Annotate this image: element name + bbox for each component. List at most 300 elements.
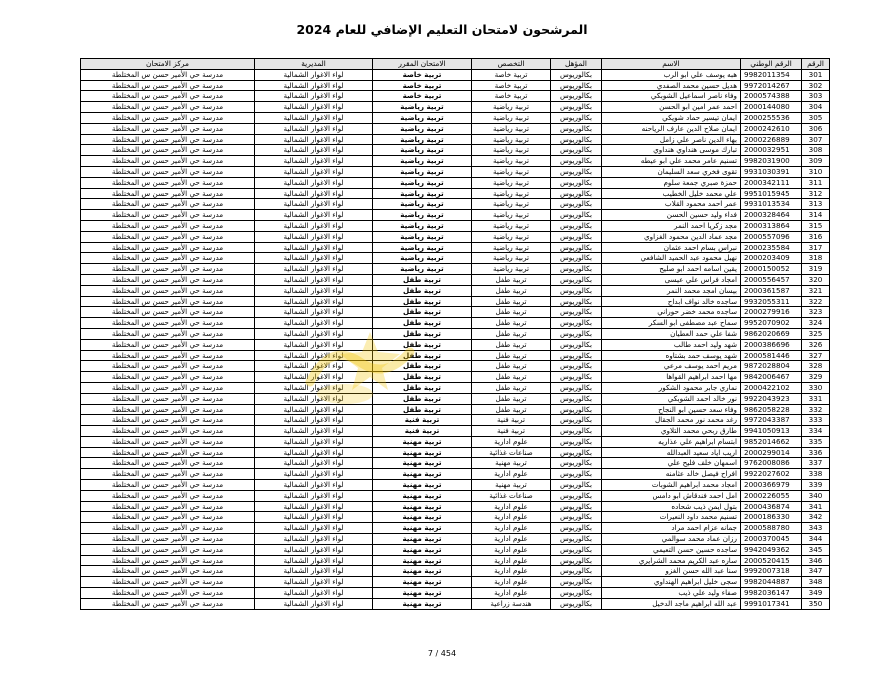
cell-num: 322 [802,296,830,307]
cell-num: 341 [802,501,830,512]
cell-national-id: 9972043387 [741,415,802,426]
cell-exam-center: مدرسة حي الأمير حسن س المختلطة [81,328,255,339]
cell-name: ايمان صلاح الدين عارف الرياحنه [602,123,741,134]
cell-specialization: تربية رياضية [472,242,551,253]
table-row [81,188,830,199]
cell-directorate: لواء الاغوار الشمالية [255,318,373,329]
cell-name: بتول ايمن ذيب شحاده [602,501,741,512]
page-number: 7 / 454 [427,649,457,658]
cell-qualification: بكالوريوس [551,382,602,393]
cell-exam-center: مدرسة حي الأمير حسن س المختلطة [81,296,255,307]
cell-qualification: بكالوريوس [551,393,602,404]
table-row [81,512,830,523]
cell-directorate: لواء الاغوار الشمالية [255,534,373,545]
cell-qualification: بكالوريوس [551,512,602,523]
cell-directorate: لواء الاغوار الشمالية [255,264,373,275]
cell-qualification: بكالوريوس [551,544,602,555]
header-num: الرقم [802,59,830,70]
cell-num: 344 [802,534,830,545]
cell-exam: تربية طفل [373,285,472,296]
cell-qualification: بكالوريوس [551,156,602,167]
cell-exam-center: مدرسة حي الأمير حسن س المختلطة [81,199,255,210]
table-row [81,372,830,383]
cell-exam-center: مدرسة حي الأمير حسن س المختلطة [81,382,255,393]
cell-num: 305 [802,112,830,123]
cell-exam-center: مدرسة حي الأمير حسن س المختلطة [81,534,255,545]
table-row [81,544,830,555]
cell-num: 338 [802,469,830,480]
cell-name: امل احمد فندقاش ابو دامس [602,490,741,501]
cell-directorate: لواء الاغوار الشمالية [255,523,373,534]
cell-national-id: 9931013534 [741,199,802,210]
cell-qualification: بكالوريوس [551,220,602,231]
cell-national-id: 9982011354 [741,69,802,80]
cell-num: 337 [802,458,830,469]
cell-exam: تربية طفل [373,318,472,329]
cell-specialization: تربية طفل [472,350,551,361]
cell-exam: تربية رياضية [373,134,472,145]
cell-exam-center: مدرسة حي الأمير حسن س المختلطة [81,436,255,447]
cell-national-id: 2000436874 [741,501,802,512]
cell-national-id: 2000366979 [741,480,802,491]
cell-exam: تربية طفل [373,350,472,361]
cell-num: 347 [802,566,830,577]
cell-national-id: 2000328464 [741,210,802,221]
cell-specialization: صناعات غذائية [472,490,551,501]
cell-exam-center: مدرسة حي الأمير حسن س المختلطة [81,210,255,221]
cell-name: سنا عبد الله حسن الغزو [602,566,741,577]
cell-exam: تربية مهنية [373,577,472,588]
cell-exam: تربية طفل [373,404,472,415]
cell-national-id: 2000299014 [741,447,802,458]
header-directorate: المديرية [255,59,373,70]
cell-num: 318 [802,253,830,264]
cell-qualification: بكالوريوس [551,318,602,329]
cell-name: ايمان تيسير حماد شويكي [602,112,741,123]
cell-exam-center: مدرسة حي الأمير حسن س المختلطة [81,361,255,372]
cell-directorate: لواء الاغوار الشمالية [255,555,373,566]
cell-name: ساجده خالد نواف ابداح [602,296,741,307]
cell-exam: تربية مهنية [373,523,472,534]
cell-qualification: بكالوريوس [551,112,602,123]
cell-name: شهد يوسف حمد بشتاوه [602,350,741,361]
cell-name: ابتسام ابراهيم علي عذاريه [602,436,741,447]
cell-exam: تربية رياضية [373,145,472,156]
cell-qualification: بكالوريوس [551,145,602,156]
cell-qualification: بكالوريوس [551,91,602,102]
table-row [81,458,830,469]
cell-qualification: بكالوريوس [551,469,602,480]
cell-exam: تربية مهنية [373,598,472,609]
cell-specialization: تربية طفل [472,382,551,393]
cell-directorate: لواء الاغوار الشمالية [255,166,373,177]
cell-directorate: لواء الاغوار الشمالية [255,328,373,339]
cell-exam-center: مدرسة حي الأمير حسن س المختلطة [81,426,255,437]
cell-specialization: علوم ادارية [472,523,551,534]
cell-directorate: لواء الاغوار الشمالية [255,274,373,285]
cell-specialization: تربية رياضية [472,177,551,188]
cell-exam: تربية مهنية [373,480,472,491]
cell-specialization: تربية رياضية [472,166,551,177]
cell-exam: تربية رياضية [373,242,472,253]
cell-num: 311 [802,177,830,188]
table-row [81,231,830,242]
cell-qualification: بكالوريوس [551,199,602,210]
cell-name: رزان عماد محمد سوالمي [602,534,741,545]
cell-exam-center: مدرسة حي الأمير حسن س المختلطة [81,112,255,123]
candidates-table [80,58,830,610]
cell-exam-center: مدرسة حي الأمير حسن س المختلطة [81,501,255,512]
cell-exam: تربية طفل [373,339,472,350]
table-row [81,210,830,221]
cell-exam-center: مدرسة حي الأمير حسن س المختلطة [81,469,255,480]
cell-specialization: علوم ادارية [472,566,551,577]
cell-directorate: لواء الاغوار الشمالية [255,350,373,361]
cell-exam-center: مدرسة حي الأمير حسن س المختلطة [81,555,255,566]
cell-name: صفاء وليد علي ذيب [602,588,741,599]
cell-exam: تربية طفل [373,372,472,383]
cell-exam: تربية رياضية [373,112,472,123]
cell-specialization: تربية رياضية [472,102,551,113]
cell-specialization: تربية خاصة [472,69,551,80]
cell-name: ساجده حسين حسن التعيمي [602,544,741,555]
cell-specialization: تربية مهنية [472,458,551,469]
cell-name: عبد الله ابراهيم ماجد الدخيل [602,598,741,609]
cell-num: 310 [802,166,830,177]
cell-national-id: 2000370045 [741,534,802,545]
cell-name: اريب اياد سعيد العبدالله [602,447,741,458]
cell-exam: تربية رياضية [373,177,472,188]
cell-exam-center: مدرسة حي الأمير حسن س المختلطة [81,231,255,242]
cell-national-id: 9842006467 [741,372,802,383]
cell-qualification: بكالوريوس [551,166,602,177]
cell-national-id: 9872028804 [741,361,802,372]
cell-directorate: لواء الاغوار الشمالية [255,112,373,123]
cell-national-id: 9982036147 [741,588,802,599]
cell-name: شهد وليد احمد طالب [602,339,741,350]
cell-num: 333 [802,415,830,426]
cell-qualification: بكالوريوس [551,404,602,415]
cell-national-id: 9952070902 [741,318,802,329]
cell-name: هبه يوسف علي ابو الرب [602,69,741,80]
cell-exam: تربية مهنية [373,544,472,555]
cell-num: 348 [802,577,830,588]
cell-name: تبارك موسى هنداوي هنداوي [602,145,741,156]
cell-name: يقين اسامه احمد ابو صليح [602,264,741,275]
cell-name: امجاد محمد ابراهيم الشوبات [602,480,741,491]
cell-specialization: تربية طفل [472,274,551,285]
cell-qualification: بكالوريوس [551,210,602,221]
cell-exam-center: مدرسة حي الأمير حسن س المختلطة [81,339,255,350]
cell-national-id: 2000235584 [741,242,802,253]
cell-directorate: لواء الاغوار الشمالية [255,91,373,102]
cell-exam: تربية طفل [373,328,472,339]
table-row [81,102,830,113]
cell-national-id: 2000386696 [741,339,802,350]
table-row [81,156,830,167]
cell-num: 339 [802,480,830,491]
header-exam: الامتحان المقرر [373,59,472,70]
cell-num: 340 [802,490,830,501]
cell-directorate: لواء الاغوار الشمالية [255,577,373,588]
cell-national-id: 2000242610 [741,123,802,134]
cell-directorate: لواء الاغوار الشمالية [255,426,373,437]
cell-directorate: لواء الاغوار الشمالية [255,102,373,113]
table-header-row [81,59,830,70]
table-row [81,328,830,339]
cell-num: 313 [802,199,830,210]
cell-exam: تربية مهنية [373,490,472,501]
table-row [81,177,830,188]
cell-directorate: لواء الاغوار الشمالية [255,307,373,318]
cell-name: فداء وليد حسين الحسن [602,210,741,221]
cell-national-id: 2000313864 [741,220,802,231]
cell-specialization: علوم ادارية [472,469,551,480]
table-row [81,566,830,577]
cell-specialization: تربية فنية [472,415,551,426]
cell-qualification: بكالوريوس [551,285,602,296]
cell-specialization: تربية رياضية [472,134,551,145]
cell-num: 332 [802,404,830,415]
cell-exam-center: مدرسة حي الأمير حسن س المختلطة [81,91,255,102]
cell-exam-center: مدرسة حي الأمير حسن س المختلطة [81,512,255,523]
cell-directorate: لواء الاغوار الشمالية [255,156,373,167]
cell-num: 320 [802,274,830,285]
cell-qualification: بكالوريوس [551,123,602,134]
cell-specialization: تربية طفل [472,285,551,296]
cell-exam-center: مدرسة حي الأمير حسن س المختلطة [81,490,255,501]
table-row [81,264,830,275]
cell-directorate: لواء الاغوار الشمالية [255,458,373,469]
table-row [81,436,830,447]
cell-qualification: بكالوريوس [551,328,602,339]
cell-qualification: بكالوريوس [551,350,602,361]
cell-national-id: 2000150052 [741,264,802,275]
cell-directorate: لواء الاغوار الشمالية [255,372,373,383]
table-row [81,588,830,599]
cell-directorate: لواء الاغوار الشمالية [255,69,373,80]
table-row [81,112,830,123]
cell-qualification: بكالوريوس [551,307,602,318]
table-row [81,339,830,350]
cell-num: 306 [802,123,830,134]
cell-exam: تربية خاصة [373,91,472,102]
cell-national-id: 9972014267 [741,80,802,91]
cell-directorate: لواء الاغوار الشمالية [255,285,373,296]
cell-exam-center: مدرسة حي الأمير حسن س المختلطة [81,307,255,318]
cell-exam-center: مدرسة حي الأمير حسن س المختلطة [81,480,255,491]
cell-name: تسنيم محمد داود النعيرات [602,512,741,523]
cell-directorate: لواء الاغوار الشمالية [255,480,373,491]
cell-num: 312 [802,188,830,199]
cell-num: 317 [802,242,830,253]
cell-specialization: تربية رياضية [472,220,551,231]
cell-exam-center: مدرسة حي الأمير حسن س المختلطة [81,544,255,555]
cell-exam: تربية مهنية [373,588,472,599]
cell-national-id: 2000032951 [741,145,802,156]
cell-directorate: لواء الاغوار الشمالية [255,415,373,426]
cell-num: 343 [802,523,830,534]
cell-national-id: 2000520415 [741,555,802,566]
cell-specialization: تربية رياضية [472,199,551,210]
cell-exam: تربية مهنية [373,534,472,545]
cell-exam: تربية رياضية [373,220,472,231]
cell-num: 319 [802,264,830,275]
cell-name: مجد عماد الدين محمود الغزاوي [602,231,741,242]
cell-national-id: 9982031900 [741,156,802,167]
cell-specialization: علوم ادارية [472,501,551,512]
cell-exam-center: مدرسة حي الأمير حسن س المختلطة [81,188,255,199]
cell-specialization: تربية طفل [472,372,551,383]
table-row [81,166,830,177]
cell-name: وفاء ناصر اسماعيل الشوبكي [602,91,741,102]
cell-qualification: بكالوريوس [551,426,602,437]
cell-qualification: بكالوريوس [551,415,602,426]
cell-specialization: تربية رياضية [472,264,551,275]
cell-name: ساجده محمد خضر حوراني [602,307,741,318]
table-row [81,534,830,545]
cell-exam: تربية رياضية [373,188,472,199]
cell-exam-center: مدرسة حي الأمير حسن س المختلطة [81,220,255,231]
cell-specialization: تربية طفل [472,339,551,350]
cell-name: مها احمد ابراهيم القواها [602,372,741,383]
table-row [81,361,830,372]
table-row [81,598,830,609]
cell-qualification: بكالوريوس [551,436,602,447]
cell-specialization: علوم ادارية [472,588,551,599]
table-row [81,123,830,134]
cell-directorate: لواء الاغوار الشمالية [255,210,373,221]
cell-exam-center: مدرسة حي الأمير حسن س المختلطة [81,577,255,588]
cell-specialization: تربية طفل [472,296,551,307]
cell-exam: تربية مهنية [373,555,472,566]
cell-directorate: لواء الاغوار الشمالية [255,231,373,242]
cell-national-id: 2000279916 [741,307,802,318]
table-row [81,253,830,264]
cell-specialization: تربية طفل [472,404,551,415]
cell-num: 309 [802,156,830,167]
cell-exam-center: مدرسة حي الأمير حسن س المختلطة [81,69,255,80]
cell-exam-center: مدرسة حي الأمير حسن س المختلطة [81,447,255,458]
table-row [81,199,830,210]
cell-qualification: بكالوريوس [551,264,602,275]
cell-qualification: بكالوريوس [551,566,602,577]
cell-specialization: هندسة زراعية [472,598,551,609]
cell-specialization: تربية طفل [472,393,551,404]
cell-directorate: لواء الاغوار الشمالية [255,123,373,134]
cell-name: شفا علي حمد العطيان [602,328,741,339]
cell-directorate: لواء الاغوار الشمالية [255,501,373,512]
cell-directorate: لواء الاغوار الشمالية [255,566,373,577]
cell-num: 330 [802,382,830,393]
cell-exam-center: مدرسة حي الأمير حسن س المختلطة [81,415,255,426]
cell-name: سجى خليل ابراهيم الهنداوي [602,577,741,588]
cell-num: 308 [802,145,830,156]
cell-exam-center: مدرسة حي الأمير حسن س المختلطة [81,285,255,296]
cell-num: 346 [802,555,830,566]
cell-name: جمانه عزام احمد مراد [602,523,741,534]
cell-directorate: لواء الاغوار الشمالية [255,242,373,253]
cell-directorate: لواء الاغوار الشمالية [255,80,373,91]
cell-directorate: لواء الاغوار الشمالية [255,253,373,264]
cell-exam: تربية مهنية [373,566,472,577]
cell-national-id: 2000226889 [741,134,802,145]
table-row [81,480,830,491]
cell-exam-center: مدرسة حي الأمير حسن س المختلطة [81,404,255,415]
cell-specialization: علوم ادارية [472,577,551,588]
cell-num: 336 [802,447,830,458]
cell-national-id: 9762008086 [741,458,802,469]
table-row [81,307,830,318]
cell-exam-center: مدرسة حي الأمير حسن س المختلطة [81,242,255,253]
cell-name: نبراس بسام احمد عثمان [602,242,741,253]
cell-specialization: علوم ادارية [472,534,551,545]
cell-exam-center: مدرسة حي الأمير حسن س المختلطة [81,566,255,577]
cell-exam: تربية رياضية [373,264,472,275]
table-row [81,555,830,566]
cell-national-id: 2000144080 [741,102,802,113]
cell-exam: تربية مهنية [373,469,472,480]
cell-specialization: تربية رياضية [472,253,551,264]
table-row [81,501,830,512]
cell-specialization: تربية رياضية [472,231,551,242]
cell-exam-center: مدرسة حي الأمير حسن س المختلطة [81,598,255,609]
header-exam-center: مركز الامتحان [81,59,255,70]
cell-specialization: تربية رياضية [472,156,551,167]
cell-national-id: 2000203409 [741,253,802,264]
cell-national-id: 2000342111 [741,177,802,188]
cell-specialization: تربية رياضية [472,123,551,134]
cell-num: 324 [802,318,830,329]
table-row [81,242,830,253]
cell-exam: تربية طفل [373,296,472,307]
cell-name: نماري جابر محمود الشكور [602,382,741,393]
header-specialization: التخصص [472,59,551,70]
cell-qualification: بكالوريوس [551,253,602,264]
cell-specialization: تربية رياضية [472,188,551,199]
cell-directorate: لواء الاغوار الشمالية [255,447,373,458]
cell-directorate: لواء الاغوار الشمالية [255,199,373,210]
cell-directorate: لواء الاغوار الشمالية [255,393,373,404]
cell-national-id: 9922043923 [741,393,802,404]
table-row [81,447,830,458]
table-row [81,393,830,404]
table-row [81,490,830,501]
cell-national-id: 2000574388 [741,91,802,102]
cell-qualification: بكالوريوس [551,588,602,599]
cell-national-id: 9862020669 [741,328,802,339]
cell-exam: تربية طفل [373,274,472,285]
cell-exam-center: مدرسة حي الأمير حسن س المختلطة [81,253,255,264]
cell-exam-center: مدرسة حي الأمير حسن س المختلطة [81,350,255,361]
cell-name: هديل حسين محمد الصفدي [602,80,741,91]
cell-name: عمر احمد محمود القلاب [602,199,741,210]
cell-specialization: تربية طفل [472,318,551,329]
cell-num: 345 [802,544,830,555]
cell-qualification: بكالوريوس [551,447,602,458]
cell-exam: تربية فنية [373,426,472,437]
cell-qualification: بكالوريوس [551,134,602,145]
cell-directorate: لواء الاغوار الشمالية [255,490,373,501]
cell-name: طارق ربحي محمد التلاوي [602,426,741,437]
cell-directorate: لواء الاغوار الشمالية [255,220,373,231]
table-row [81,404,830,415]
cell-exam: تربية طفل [373,307,472,318]
cell-name: وفاء سعد حسين ابو النجاح [602,404,741,415]
cell-national-id: 9951015945 [741,188,802,199]
cell-num: 314 [802,210,830,221]
cell-num: 331 [802,393,830,404]
